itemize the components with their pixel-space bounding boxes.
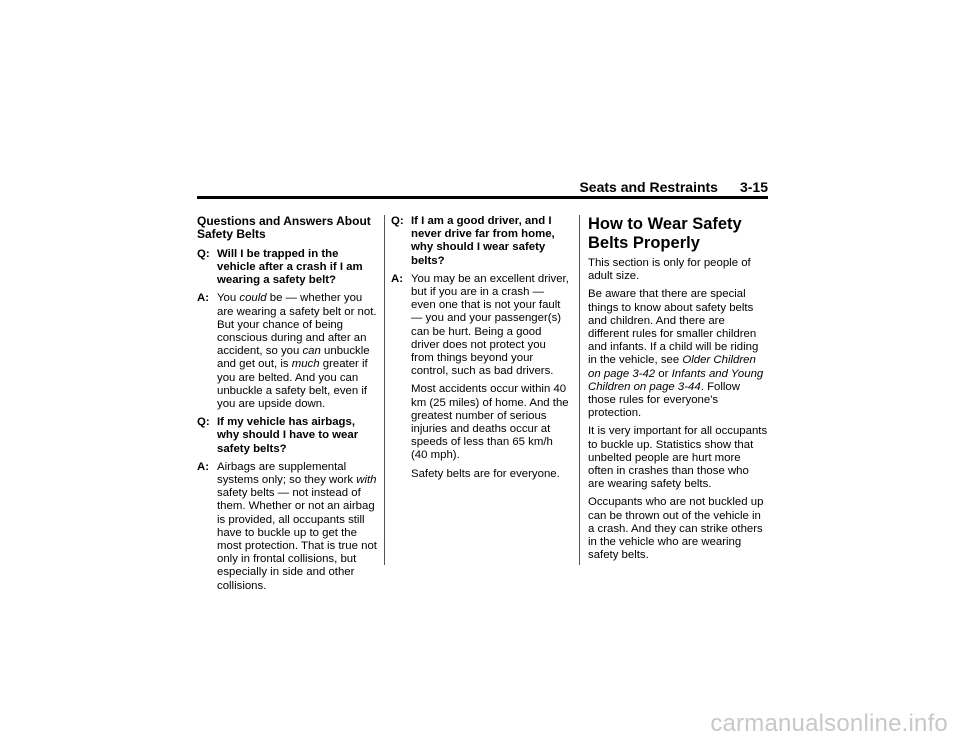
watermark: carmanualsonline.info — [710, 710, 948, 737]
answer-text — [217, 461, 379, 593]
answer-emphasis: with — [356, 474, 377, 487]
answer-2 — [197, 461, 379, 593]
column-1 — [197, 215, 379, 598]
body-text-part: Be aware that there are special things to know about safety belts and children. And there are different rules for smaller children and infants. If a child will be riding in the vehicle, see — [588, 288, 759, 367]
question-text: If my vehicle has airbags, why should I have to wear safety belts? — [217, 416, 359, 455]
section-title: Seats and Restraints — [579, 179, 718, 195]
answer-text-part: unbuckle and get out, is — [217, 345, 370, 371]
column-divider-2 — [579, 215, 580, 565]
column-divider-1 — [384, 215, 385, 565]
header-rule — [197, 196, 768, 199]
question-2 — [197, 416, 379, 456]
answer-label: A: — [197, 292, 210, 305]
answer-emphasis: much — [291, 358, 320, 371]
page-number: 3-15 — [739, 179, 768, 195]
body-text-part: or — [655, 367, 672, 380]
answer-text-part: You — [217, 292, 240, 305]
body-paragraph: This section is only for people of adult size. — [588, 257, 751, 283]
answer-paragraph: Safety belts are for everyone. — [411, 467, 560, 480]
question-text: If I am a good driver, and I never drive far from home, why should I wear safety belts? — [411, 215, 555, 267]
cross-reference-link[interactable]: Infants and Young Children on page 3-44 — [588, 367, 764, 393]
question-1 — [197, 248, 379, 288]
body-text-part: . Follow those rules for everyone's protection. — [588, 380, 740, 420]
question-text: Will I be trapped in the vehicle after a crash if I am wearing a safety belt? — [217, 247, 363, 287]
body-paragraph: It is very important for all occupants to buckle up. Statistics show that unbelted people are hurt more often in crashes than those who are wearing safety belts. — [588, 425, 768, 491]
cross-reference-link[interactable]: Older Children on page 3-42 — [588, 354, 756, 380]
question-3 — [391, 215, 571, 268]
answer-3 — [391, 273, 571, 379]
question-label: Q: — [197, 416, 210, 429]
answer-text — [217, 292, 379, 411]
answer-text-part: greater if you are belted. And you can unbuckle a safety belt, even if you are upside down. — [217, 358, 368, 411]
answer-label: A: — [197, 460, 210, 473]
column-2 — [391, 215, 571, 486]
answer-1 — [197, 292, 379, 411]
question-label: Q: — [391, 215, 404, 227]
qa-heading: Questions and Answers About Safety Belts — [197, 214, 371, 242]
body-paragraph — [588, 288, 768, 420]
answer-text: You may be an excellent driver, but if you are in a crash — even one that is not your fault — you and your passenger(s) can be hurt. Being a good driver does not protect you from things beyond your control, such as bad drivers. — [411, 272, 569, 378]
answer-text-part: Airbags are supplemental systems only; so they work — [217, 460, 357, 487]
section-heading: How to Wear Safety Belts Properly — [588, 215, 742, 252]
answer-paragraph: Most accidents occur within 40 km (25 miles) of home. And the greatest number of serious injuries and deaths occur at speeds of less than 65 km/h (40 mph). — [411, 383, 569, 462]
page-header — [197, 178, 768, 196]
answer-text-part: safety belts — not instead of them. Whether or not an airbag is provided, all occupants still have to buckle up to get the most protection. That is true not only in frontal collisions, but especially in side and other collisions. — [217, 487, 377, 592]
answer-emphasis: can — [302, 345, 321, 358]
body-paragraph: Occupants who are not buckled up can be thrown out of the vehicle in a crash. And they can strike others in the vehicle who are wearing safety belts. — [588, 496, 764, 562]
answer-label: A: — [391, 272, 404, 285]
question-label: Q: — [197, 247, 210, 260]
answer-text-part: be — whether you are wearing a safety belt or not. But your chance of being conscious during and after an accident, so you — [217, 292, 377, 358]
answer-emphasis: could — [239, 292, 267, 305]
column-3 — [588, 215, 768, 567]
